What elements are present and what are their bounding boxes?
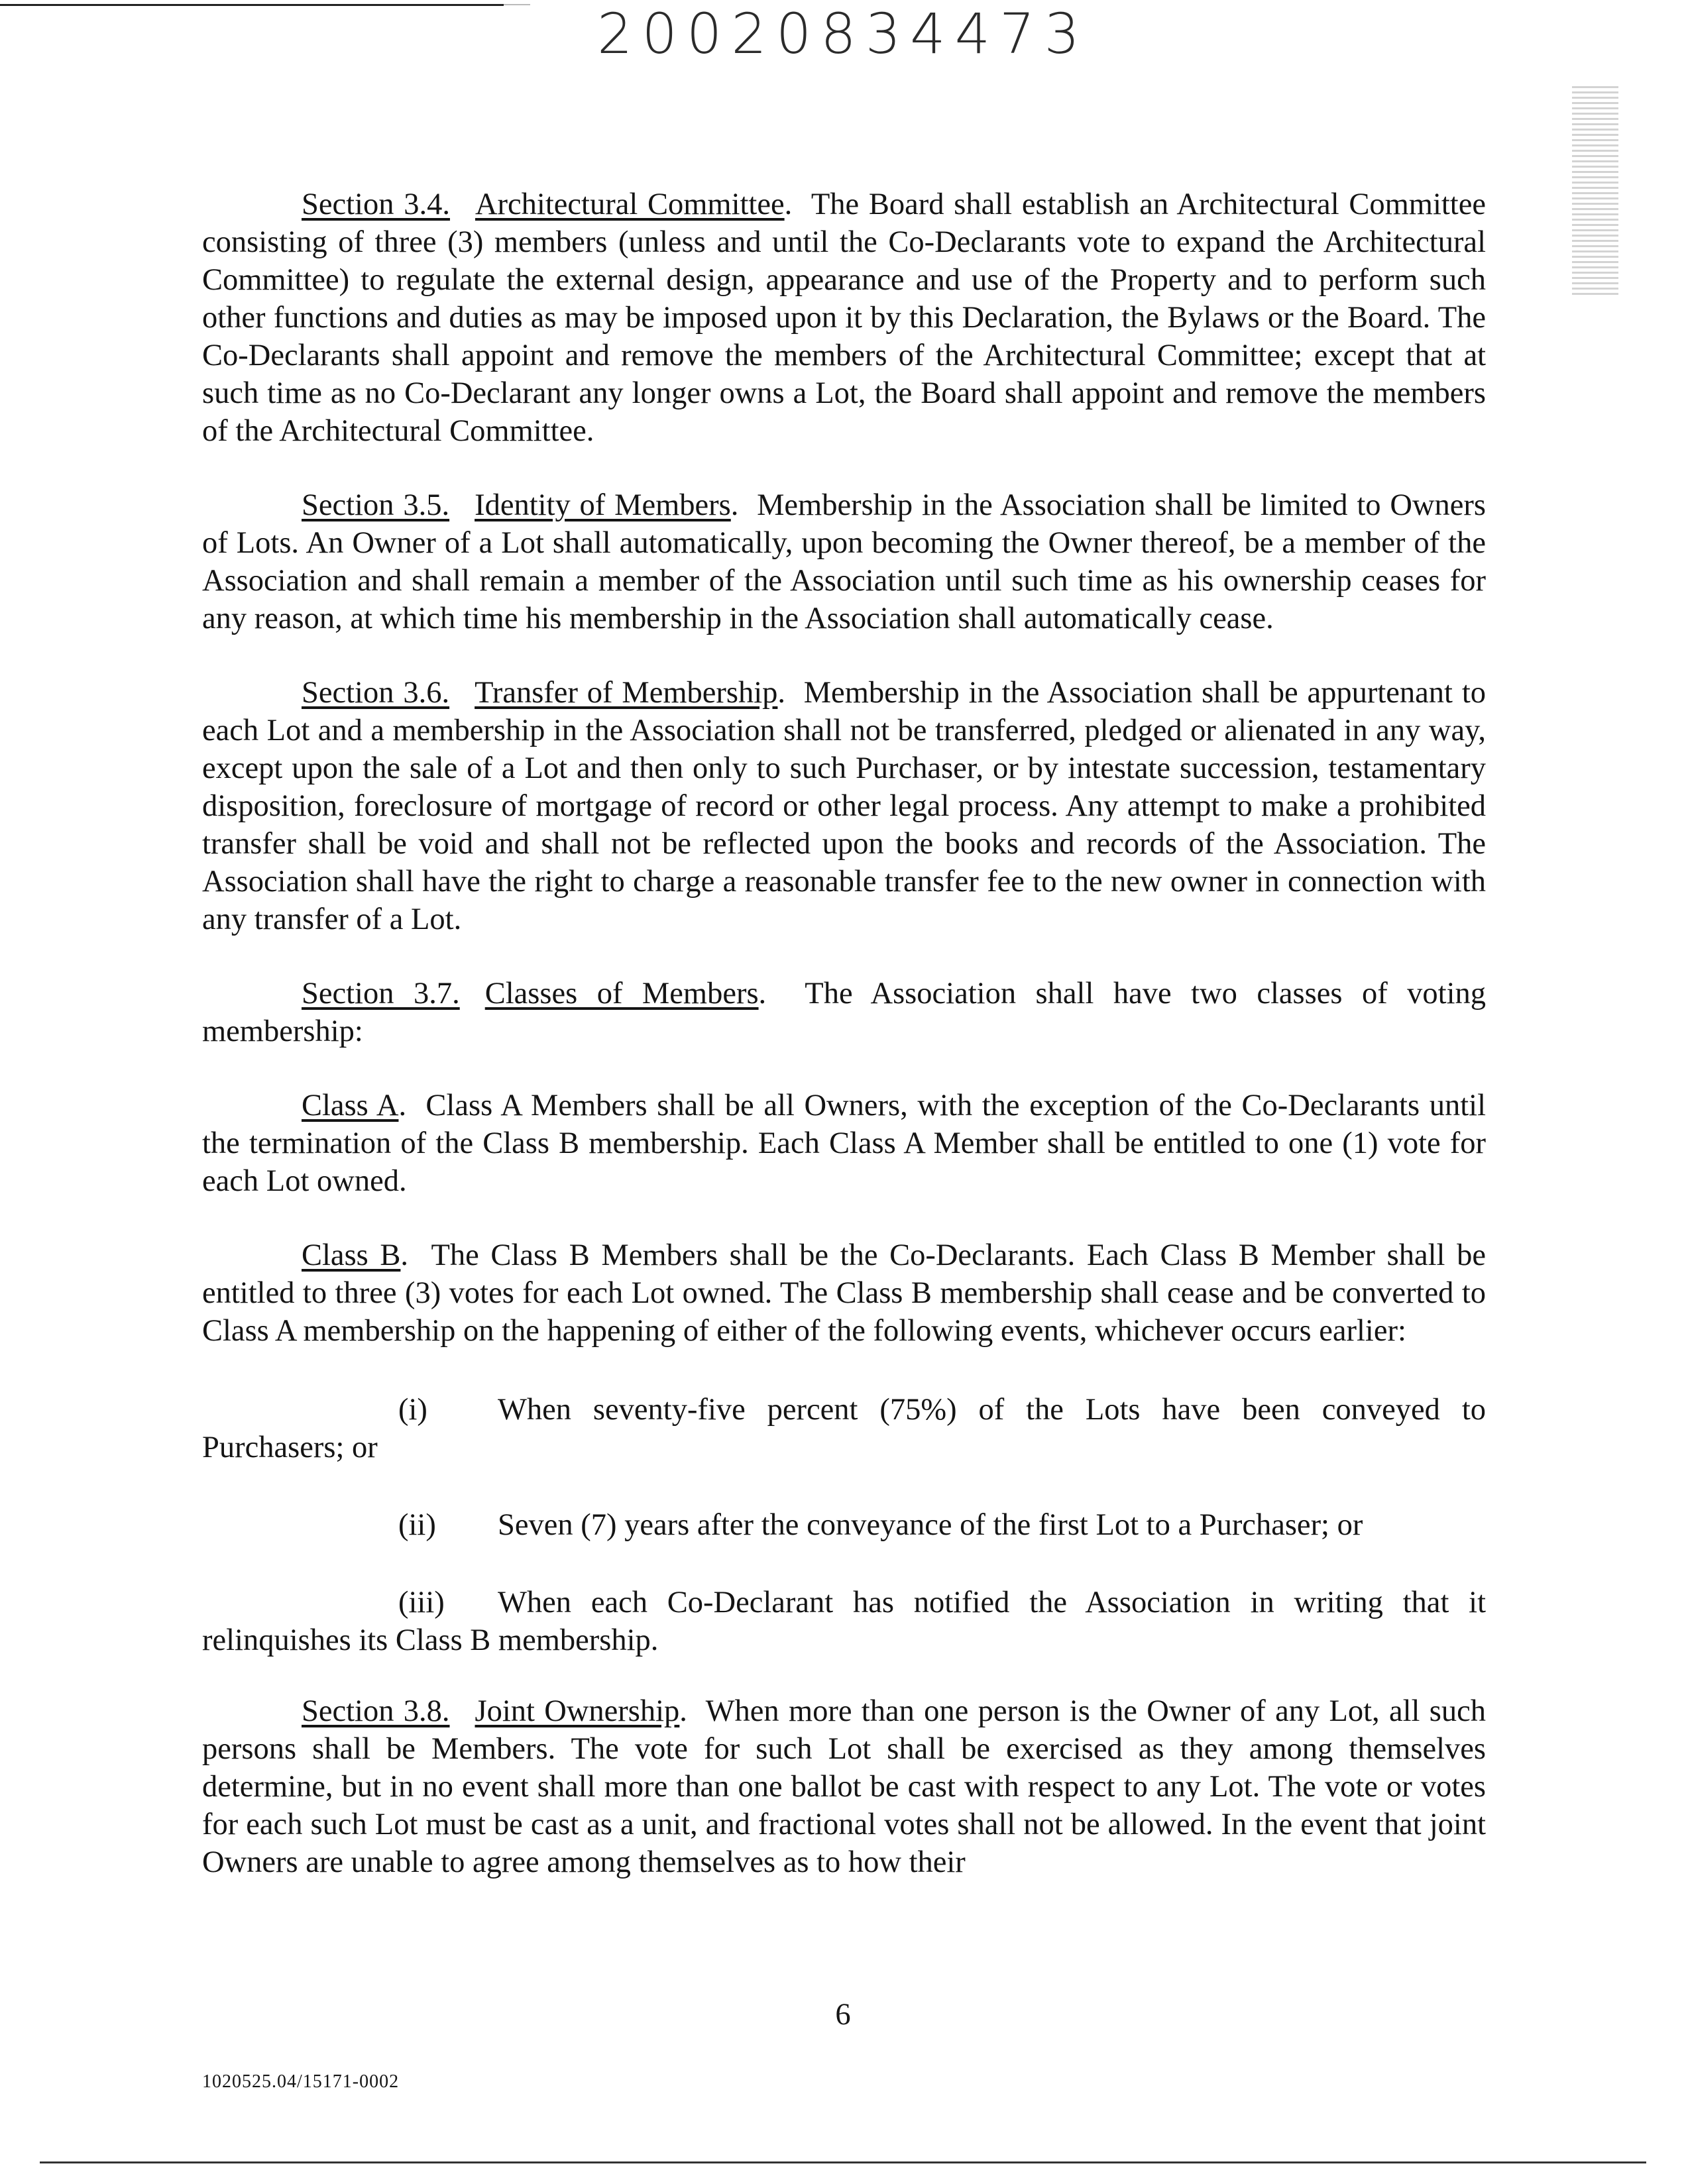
section-3-7: Section 3.7. Classes of Members. The Association shall have two classes of voting membership:	[202, 977, 1486, 1048]
section-number: Section 3.7.	[302, 977, 460, 1010]
section-body: Membership in the Association shall be limited to Owners of Lots. An Owner of a Lot shall automatically, upon becoming the Owner thereof, be a member of the Association and shall remain a member of the Association until such time as his ownership ceases for any reason, at which time his membership in the Association shall automatically cease.	[202, 488, 1487, 635]
section-title: Identity of Members	[475, 488, 731, 522]
footer-document-id: 1020525.04/15171-0002	[202, 2071, 400, 2092]
section-number: Section 3.5.	[302, 488, 450, 522]
section-number: Section 3.8.	[302, 1694, 450, 1728]
section-body: The Association shall have two classes of voting membership:	[202, 977, 1486, 1048]
margin-stamp	[1572, 86, 1618, 298]
section-title: Joint Ownership	[475, 1694, 680, 1728]
section-number: Section 3.6.	[302, 676, 450, 710]
bottom-rule	[40, 2161, 1646, 2163]
event-text: Seven (7) years after the conveyance of the first Lot to a Purchaser; or	[498, 1508, 1363, 1542]
document-body	[202, 186, 1486, 1918]
class-title: Class B	[302, 1238, 401, 1272]
event-text: When seventy-five percent (75%) of the Lots have been conveyed to Purchasers; or	[202, 1393, 1486, 1464]
event-iii	[202, 1584, 1486, 1659]
page-number: 6	[835, 1998, 851, 2032]
section-title: Architectural Committee	[475, 188, 785, 221]
section-body: The Board shall establish an Architectural Committee consisting of three (3) members (unless and until the Co-Declarants vote to expand the Architectural Committee) to regulate the external design, appearance and use of the Property and to perform such other functions and duties as may be imposed upon it by this Declaration, the Bylaws or the Board. The Co-Declarants shall appoint and remove the members of the Architectural Committee; except that at such time as no Co-Declarant any longer owns a Lot, the Board shall appoint and remove the members of the Architectural Committee.	[202, 188, 1486, 448]
event-ii	[202, 1506, 1486, 1544]
class-body: Class A Members shall be all Owners, with the exception of the Co-Declarants until the termination of the Class B membership. Each Class A Member shall be entitled to one (1) vote for each Lot owned.	[202, 1089, 1487, 1198]
section-3-6: Section 3.6. Transfer of Membership. Membership in the Association shall be appurtenant to each Lot and a membership in the Association shall not be transferred, pledged or alienated in any way, except upon the sale of a Lot and then only to such Purchaser, or by intestate succession, testamentary disposition, foreclosure of mortgage of record or other legal process. Any attempt to make a prohibited transfer shall be void and shall not be reflected upon the books and records of the Association. The Association shall have the right to charge a reasonable transfer fee to the new owner in connection with any transfer of a Lot.	[202, 676, 1486, 936]
event-numeral: (i)	[398, 1393, 427, 1427]
event-numeral: (iii)	[398, 1586, 445, 1619]
event-i	[202, 1391, 1486, 1466]
class-title: Class A	[302, 1089, 399, 1122]
section-3-8: Section 3.8. Joint Ownership. When more than one person is the Owner of any Lot, all such persons shall be Members. The vote for such Lot shall be exercised as they among themselves determine, but in no event shall more than one ballot be cast with respect to any Lot. The vote or votes for each such Lot must be cast as a unit, and fractional votes shall not be allowed. In the event that joint Owners are unable to agree among themselves as to how their	[202, 1694, 1486, 1879]
section-title: Transfer of Membership	[475, 676, 778, 710]
section-body: Membership in the Association shall be appurtenant to each Lot and a membership in the Association shall not be transferred, pledged or alienated in any way, except upon the sale of a Lot and then only to such Purchaser, or by intestate succession, testamentary disposition, foreclosure of mortgage of record or other legal process. Any attempt to make a prohibited transfer shall be void and shall not be reflected upon the books and records of the Association. The Association shall have the right to charge a reasonable transfer fee to the new owner in connection with any transfer of a Lot.	[202, 676, 1486, 936]
class-body: The Class B Members shall be the Co-Declarants. Each Class B Member shall be entitled to three (3) votes for each Lot owned. The Class B membership shall cease and be converted to Class A membership on the happening of either of the following events, whichever occurs earlier:	[202, 1238, 1486, 1348]
event-numeral: (ii)	[398, 1508, 436, 1542]
document-number: 20020834473	[597, 1, 1089, 66]
event-text: When each Co-Declarant has notified the Association in writing that it relinquishes its Class B membership.	[202, 1586, 1486, 1657]
section-title: Classes of Members	[484, 977, 759, 1010]
class-a: Class A. Class A Members shall be all Owners, with the exception of the Co-Declarants until the termination of the Class B membership. Each Class A Member shall be entitled to one (1) vote for each Lot owned.	[202, 1089, 1487, 1198]
section-number: Section 3.4.	[302, 188, 450, 221]
class-b: Class B. The Class B Members shall be the Co-Declarants. Each Class B Member shall be entitled to three (3) votes for each Lot owned. The Class B membership shall cease and be converted to Class A membership on the happening of either of the following events, whichever occurs earlier:	[202, 1238, 1486, 1348]
section-3-5: Section 3.5. Identity of Members. Membership in the Association shall be limited to Owners of Lots. An Owner of a Lot shall automatically, upon becoming the Owner thereof, be a member of the Association and shall remain a member of the Association until such time as his ownership ceases for any reason, at which time his membership in the Association shall automatically cease.	[202, 488, 1487, 635]
section-3-4: Section 3.4. Architectural Committee. The Board shall establish an Architectural Committee consisting of three (3) members (unless and until the Co-Declarants vote to expand the Architectural Committee) to regulate the external design, appearance and use of the Property and to perform such other functions and duties as may be imposed upon it by this Declaration, the Bylaws or the Board. The Co-Declarants shall appoint and remove the members of the Architectural Committee; except that at such time as no Co-Declarant any longer owns a Lot, the Board shall appoint and remove the members of the Architectural Committee.	[202, 188, 1486, 448]
section-body: When more than one person is the Owner of any Lot, all such persons shall be Members. The vote for such Lot shall be exercised as they among themselves determine, but in no event shall more than one ballot be cast with respect to any Lot. The vote or votes for each such Lot must be cast as a unit, and fractional votes shall not be allowed. In the event that joint Owners are unable to agree among themselves as to how their	[202, 1694, 1486, 1879]
